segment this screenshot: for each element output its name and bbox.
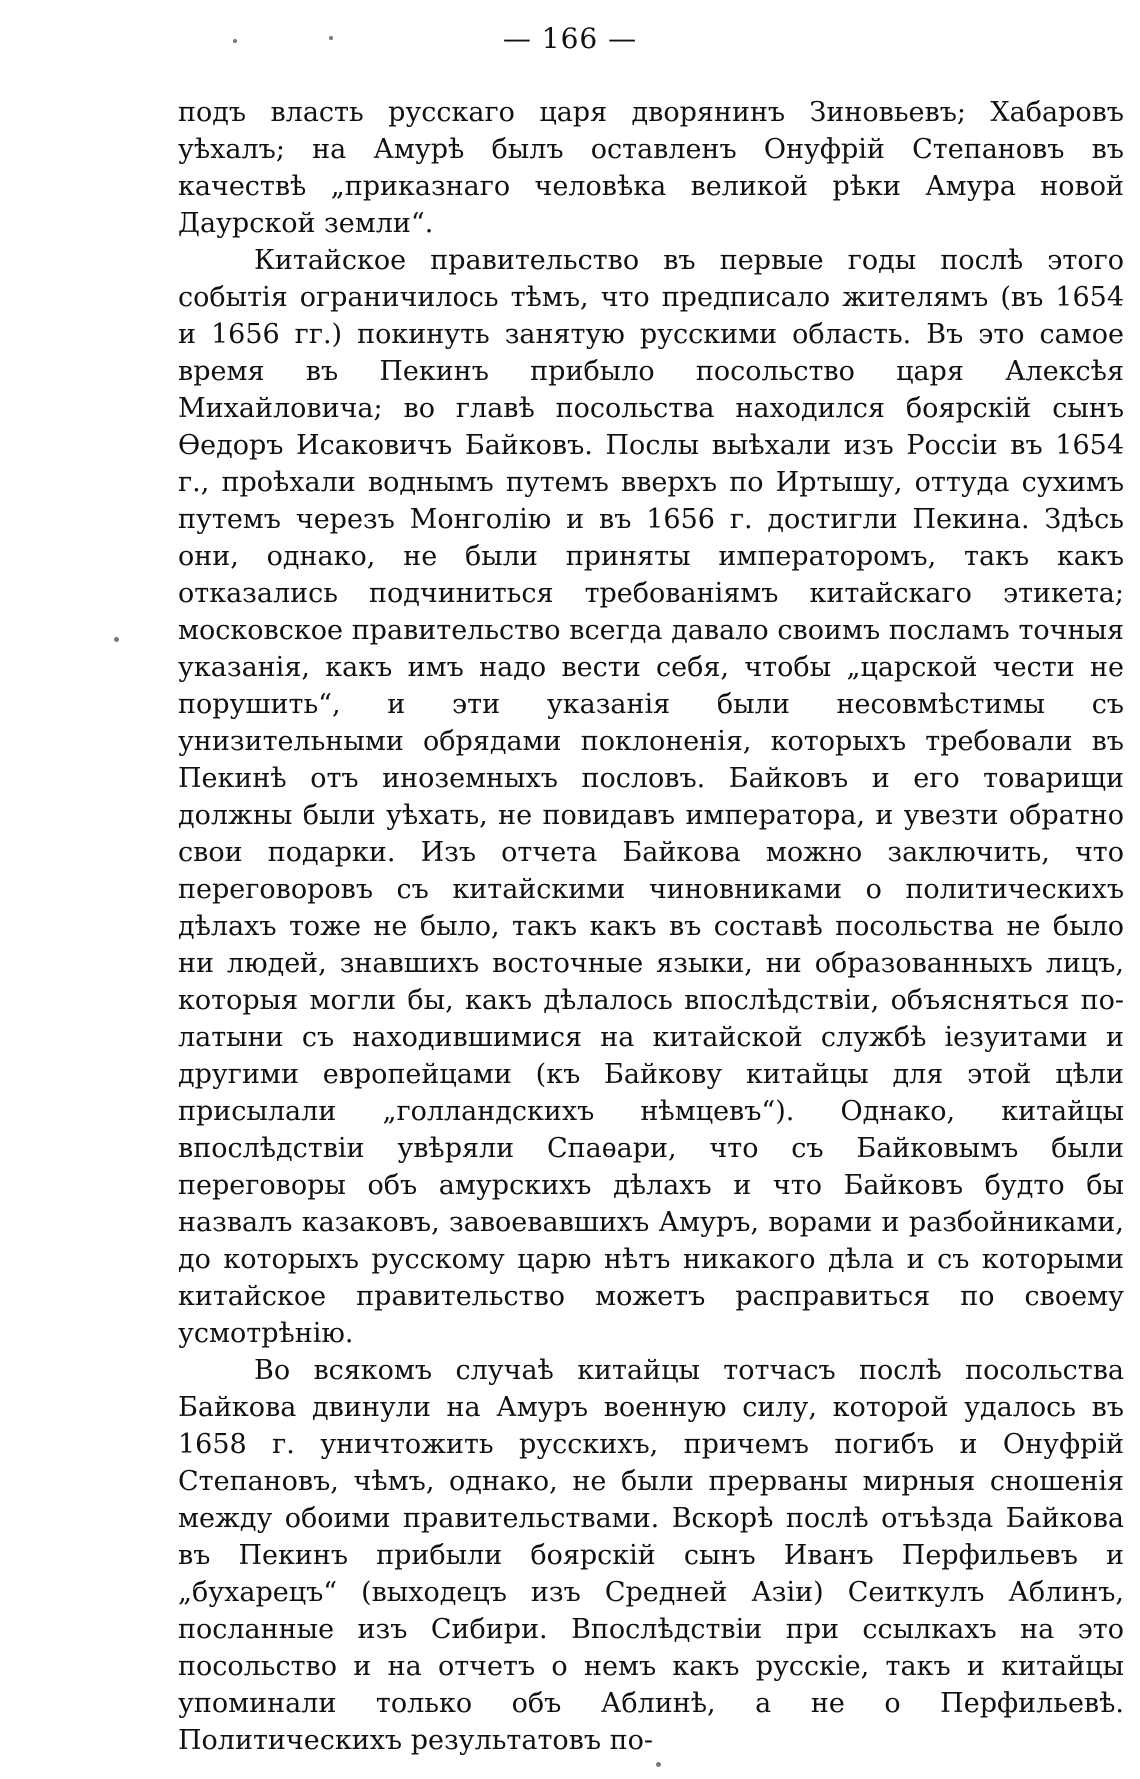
paragraph-baikov-embassy: Китайское правительство въ первые годы послѣ этого событія ограничилось тѣмъ, что предписало жителямъ (въ 1654 и 1656 гг.) покинуть занятую русскими область. Въ это самое время въ Пекинъ прибыло посольство царя Алексѣя Михайловича; во главѣ посольства находился боярскій сынъ Ѳедоръ Исаковичъ Байковъ. Послы выѣхали изъ Россіи въ 1654 г., проѣхали воднымъ путемъ вверхъ по Иртышу, оттуда сухимъ путемъ черезъ Монголію и въ 1656 г. достигли Пекина. Здѣсь они, однако, не были приняты императоромъ, такъ какъ отказались подчиниться требованіямъ китайскаго этикета; московское правительство всегда давало своимъ посламъ точныя указанія, какъ имъ надо вести себя, чтобы „царской чести не порушить“, и эти указанія были несовмѣстимы съ унизительными обрядами поклоненія, которыхъ требовали въ Пекинѣ отъ иноземныхъ пословъ. Байковъ и его товарищи должны были уѣхать, не повидавъ императора, и увезти обратно свои подарки. Изъ отчета Байкова можно заключить, что переговоровъ съ китайскими чиновниками о политическихъ дѣлахъ тоже не было, такъ какъ въ составѣ посольства не было ни людей, знавшихъ восточные языки, ни образованныхъ лицъ, которыя могли бы, какъ дѣлалось впослѣдствіи, объясняться по-латыни съ находившимися на китайской службѣ іезуитами и другими европейцами (къ Байкову китайцы для этой цѣли присылали „голландскихъ нѣмцевъ“). Однако, китайцы впослѣдствіи увѣряли Спаѳари, что съ Байковымъ были переговоры объ амурскихъ дѣлахъ и что Байковъ будто бы назвалъ казаковъ, завоевавшихъ Амуръ, ворами и разбойниками, до которыхъ русскому царю нѣтъ никакого дѣла и съ которыми китайское правительство можетъ расправиться по своему усмотрѣнію. (178, 245, 1124, 1349)
print-speck (114, 637, 119, 642)
paragraph-amur-campaign: Во всякомъ случаѣ китайцы тотчасъ послѣ посольства Байкова двинули на Амуръ военную силу, которой удалось въ 1658 г. уничтожить русскихъ, причемъ погибъ и Онуфрій Степановъ, чѣмъ, однако, не были прерваны мирныя сношенія между обоими правительствами. Вскорѣ послѣ отъѣзда Байкова въ Пекинъ прибыли боярскій сынъ Иванъ Перфильевъ и „бухарецъ“ (выходецъ изъ Средней Азіи) Сеиткулъ Аблинъ, посланные изъ Сибири. Впослѣдствіи при ссылкахъ на это посольство и на отчетъ о немъ какъ русскіе, такъ и китайцы упоминали только объ Аблинѣ, а не о Перфильевѣ. Политическихъ результатовъ по- (178, 1355, 1124, 1756)
body-text (178, 94, 1124, 1759)
print-speck (233, 39, 237, 43)
print-speck (329, 36, 333, 40)
paragraph-continuation: подъ власть русскаго царя дворянинъ Зиновьевъ; Хабаровъ уѣхалъ; на Амурѣ былъ оставленъ Онуфрій Степановъ въ качествѣ „приказнаго человѣка великой рѣки Амура новой Даурской земли“. (178, 97, 1124, 239)
page-number: — 166 — (502, 22, 638, 55)
print-speck (656, 1762, 661, 1767)
